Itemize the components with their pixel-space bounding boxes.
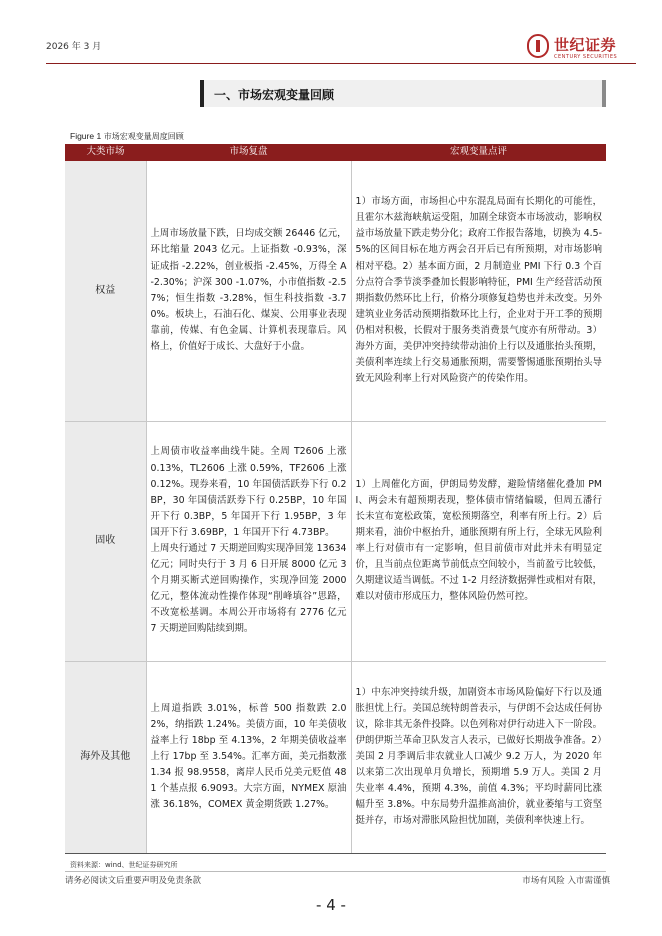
figure-caption bbox=[70, 131, 184, 142]
data-source-note: 资料来源：wind、世纪证券研究所 bbox=[70, 861, 178, 869]
logo-text: 世纪证券 bbox=[554, 36, 617, 54]
row-category: 海外及其他 bbox=[65, 661, 146, 853]
section-title-box bbox=[200, 80, 606, 107]
report-date: 2026 年 3 月 bbox=[46, 42, 102, 52]
disclaimer-note: 请务必阅读文后重要声明及免责条款 bbox=[65, 876, 202, 886]
brand-logo bbox=[527, 33, 627, 63]
logo-subtext: CENTURY SECURITIES bbox=[554, 54, 618, 60]
table-header-row bbox=[65, 144, 606, 161]
risk-note: 市场有风险 入市需谨慎 bbox=[522, 876, 610, 886]
logo-icon bbox=[527, 34, 549, 58]
macro-review-table bbox=[65, 144, 606, 854]
table-row bbox=[65, 161, 606, 421]
header-comment: 宏观变量点评 bbox=[351, 144, 606, 161]
row-review: 上周债市收益率曲线牛陡。全周 T2606 上涨 0.13%，TL2606 上涨 0.59%，TF2606 上涨 0.12%。现券来看，10 年国债活跃券下行 0.2BP，30 年国债活跃券下行 0.25BP，10 年国开下行 0.3BP，5 年国开下行 1.95BP，3 年国开下行 3.69BP，1 年国开下行 4.73BP。 上周央行通过 7 天期逆回购实现净回笼 13634 亿元；同时央行于 3 月 6 日开展 8000 亿元 3 个月期买断式逆回购操作，实现净回笼 2000 亿元，整体流动性操作体现“削峰填谷”思路，不改宽松基调。本周公开市场将有 2776 亿元 7 天期逆回购陆续到期。 bbox=[146, 421, 351, 661]
row-category: 权益 bbox=[65, 161, 146, 421]
table-row bbox=[65, 421, 606, 661]
table-row bbox=[65, 661, 606, 853]
row-review: 上周市场放量下跌，日均成交额 26446 亿元，环比缩量 2043 亿元。上证指数 -0.93%，深证成指 -2.22%，创业板指 -2.45%，万得全 A -2.30%；沪深 300 -1.07%，小市值指数 -2.57%；恒生指数 -3.28%，恒生科技指数 -3.70%。板块上，石油石化、煤炭、公用事业表现靠前，传媒、有色金属、计算机表现靠后。风格上，价值好于成长、大盘好于小盘。 bbox=[146, 161, 351, 421]
row-comment: 1）中东冲突持续升级，加剧资本市场风险偏好下行以及通胀担忧上行。美国总统特朗普表示，与伊朗不会达成任何协议，除非其无条件投降。以色列称对伊行动进入下一阶段。伊朗伊斯兰革命卫队发言人表示，已做好长期战争准备。2）美国 2 月季调后非农就业人口减少 9.2 万人，为 2020 年以来第二次出现单月负增长，预期增 5.9 万人。美国 2 月失业率 4.4%，预期 4.3%，前值 4.3%；平均时薪同比涨幅升至 3.8%。中东局势升温推高油价，就业萎缩与工资坚挺并存，市场对滞胀风险担忧加剧，美债利率快速上行。 bbox=[351, 661, 606, 853]
row-comment: 1）上周催化方面，伊朗局势发酵，避险情绪催化叠加 PMI、两会未有超预期表现，整体债市情绪偏暖，但周五潘行长未宣布宽松政策，宽松预期落空，利率有所上行。2）后期来看，油价中枢抬升，通胀预期有所上行，全球无风险利率上行对债市有一定影响，但目前债市对此并未有明显定价，且当前点位距离节前低点空间较小，当前盈亏比较低，久期建议适当调低。不过 1-2 月经济数据弹性或相对有限，难以对债市形成压力，整体风险仍然可控。 bbox=[351, 421, 606, 661]
figure-title: 市场宏观变量周度回顾 bbox=[103, 132, 184, 141]
page-number: - 4 - bbox=[316, 896, 346, 914]
header-divider bbox=[46, 63, 636, 64]
section-title: 一、市场宏观变量回顾 bbox=[214, 88, 335, 102]
header-review: 市场复盘 bbox=[146, 144, 351, 161]
row-review: 上周道指跌 3.01%，标普 500 指数跌 2.02%，纳指跌 1.24%。美债方面，10 年美债收益率上行 18bp 至 4.13%，2 年期美债收益率上行 17bp 至 3.54%。汇率方面，美元指数涨 1.34 报 98.9558，离岸人民币兑美元贬值 481 个基点报 6.9093。大宗方面，NYMEX 原油涨 36.18%，COMEX 黄金期货跌 1.27%。 bbox=[146, 661, 351, 853]
footer-divider bbox=[65, 871, 606, 872]
row-comment: 1）市场方面，市场担心中东混乱局面有长期化的可能性，且霍尔木兹海峡航运受阻，加剧全球资本市场波动，影响权益市场放量下跌走势分化；政府工作报告落地，切换为 4.5-5%的区间目标在地方两会召开后已有所预期，对市场影响相对平稳。2）基本面方面，2 月制造业 PMI 下行 0.3 个百分点符合季节淡季叠加长假影响特征，PMI 生产经营活动预期指数仍然环比上行，价格分项修复趋势也并未改变。另外建筑业业务活动预期指数环比上行，企业对于开工季的预期仍相对积极，长假对于服务类消费景气度亦有所带动。3）海外方面，美伊冲突持续带动油价上行以及通胀抬头预期，美债利率连续上行交易通胀预期，需要警惕通胀预期抬头导致无风险利率上行对风险资产的传染作用。 bbox=[351, 161, 606, 421]
header-category: 大类市场 bbox=[65, 144, 146, 161]
row-category: 固收 bbox=[65, 421, 146, 661]
figure-number: Figure 1 bbox=[70, 131, 102, 141]
